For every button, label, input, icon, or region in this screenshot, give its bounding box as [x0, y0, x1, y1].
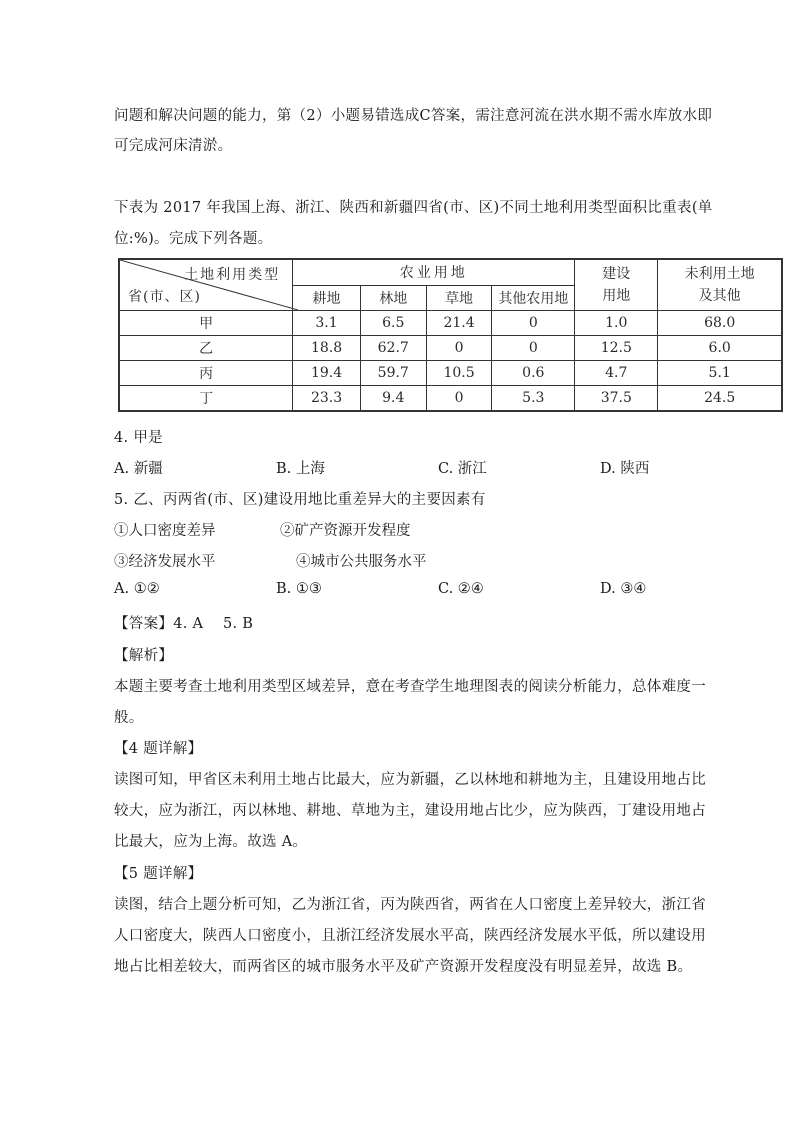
intro-line-1: 问题和解决问题的能力，第（2）小题易错选成C答案，需注意河流在洪水期不需水库放水即	[114, 108, 713, 124]
header-build	[575, 259, 658, 310]
table-row	[119, 385, 782, 411]
table-row	[119, 335, 782, 360]
table-cell: 59.7	[360, 360, 426, 385]
q5-option-d: D. ③④	[600, 581, 647, 597]
q5-item-4: ④城市公共服务水平	[296, 554, 427, 570]
table-cell: 24.5	[658, 385, 782, 411]
q4-option-c: C. 浙江	[438, 461, 487, 477]
row-label: 乙	[119, 335, 293, 360]
q4-stem: 4. 甲是	[114, 430, 163, 446]
table-cell: 0.6	[492, 360, 575, 385]
detail5-heading: 【5 题详解】	[114, 866, 203, 882]
answer-line: 【答案】4. A 5. B	[114, 616, 254, 632]
row-label: 丙	[119, 360, 293, 385]
q5-option-c: C. ②④	[438, 581, 484, 597]
table-cell: 6.0	[658, 335, 782, 360]
q4-option-b: B. 上海	[276, 461, 325, 477]
table-cell: 18.8	[293, 335, 361, 360]
detail4-heading: 【4 题详解】	[114, 741, 203, 757]
table-corner-header	[119, 259, 293, 310]
table-cell: 5.1	[658, 360, 782, 385]
subheader-forest: 林地	[360, 285, 426, 310]
analysis-line-1: 本题主要考查土地利用类型区域差异，意在考查学生地理图表的阅读分析能力，总体难度一	[114, 679, 706, 695]
header-build-line2: 用地	[602, 287, 631, 304]
table-cell: 19.4	[293, 360, 361, 385]
subheader-grass: 草地	[426, 285, 492, 310]
table-cell: 5.3	[492, 385, 575, 411]
q5-option-a: A. ①②	[114, 581, 160, 597]
q5-item-3: ③经济发展水平	[114, 554, 216, 570]
land-use-table	[118, 258, 783, 412]
table-cell: 6.5	[360, 310, 426, 335]
detail4-line-1: 读图可知，甲省区未利用土地占比最大，应为新疆，乙以林地和耕地为主，且建设用地占比	[114, 772, 706, 788]
stem-line-1: 下表为 2017 年我国上海、浙江、陕西和新疆四省(市、区)不同土地利用类型面积比重表(单	[114, 200, 713, 216]
header-unused	[658, 259, 782, 310]
table-cell: 9.4	[360, 385, 426, 411]
q5-item-2: ②矿产资源开发程度	[280, 523, 411, 539]
subheader-cropland: 耕地	[293, 285, 361, 310]
q4-option-d: D. 陕西	[600, 461, 650, 477]
table-cell: 68.0	[658, 310, 782, 335]
q4-option-a: A. 新疆	[114, 461, 163, 477]
table-cell: 3.1	[293, 310, 361, 335]
table-row	[119, 310, 782, 335]
intro-line-2: 可完成河床清淤。	[114, 138, 233, 154]
group-header-agri: 农业用地	[293, 259, 575, 285]
corner-top-label: 土地利用类型	[184, 267, 281, 283]
table-cell: 0	[492, 310, 575, 335]
q5-stem: 5. 乙、丙两省(市、区)建设用地比重差异大的主要因素有	[114, 492, 486, 508]
table-cell: 0	[426, 335, 492, 360]
table-cell: 4.7	[575, 360, 658, 385]
detail5-line-2: 人口密度大，陕西人口密度小，且浙江经济发展水平高，陕西经济发展水平低，所以建设用	[114, 928, 706, 944]
table-cell: 62.7	[360, 335, 426, 360]
table-cell: 1.0	[575, 310, 658, 335]
detail5-line-1: 读图，结合上题分析可知，乙为浙江省，丙为陕西省，两省在人口密度上差异较大，浙江省	[114, 897, 706, 913]
table-cell: 21.4	[426, 310, 492, 335]
table-cell: 0	[492, 335, 575, 360]
header-build-line1: 建设	[602, 265, 631, 282]
table-cell: 10.5	[426, 360, 492, 385]
row-label: 甲	[119, 310, 293, 335]
analysis-line-2: 般。	[114, 710, 144, 726]
table-cell: 23.3	[293, 385, 361, 411]
q5-option-b: B. ①③	[276, 581, 322, 597]
header-unused-line1: 未利用土地	[684, 265, 755, 282]
detail4-line-2: 较大，应为浙江，丙以林地、耕地、草地为主，建设用地占比少，应为陕西，丁建设用地占	[114, 803, 706, 819]
analysis-heading: 【解析】	[114, 648, 174, 664]
detail5-line-3: 地占比相差较大，而两省区的城市服务水平及矿产资源开发程度没有明显差异，故选 B。	[114, 959, 693, 975]
table-row	[119, 360, 782, 385]
row-label: 丁	[119, 385, 293, 411]
table-cell: 0	[426, 385, 492, 411]
table-cell: 12.5	[575, 335, 658, 360]
stem-line-2: 位:%)。完成下列各题。	[114, 231, 273, 247]
table-cell: 37.5	[575, 385, 658, 411]
subheader-other-agri: 其他农用地	[492, 285, 575, 310]
detail4-line-3: 比最大，应为上海。故选 A。	[114, 834, 308, 850]
q5-item-1: ①人口密度差异	[114, 523, 216, 539]
corner-bottom-label: 省(市、区)	[128, 288, 201, 305]
header-unused-line2: 及其他	[698, 287, 741, 304]
